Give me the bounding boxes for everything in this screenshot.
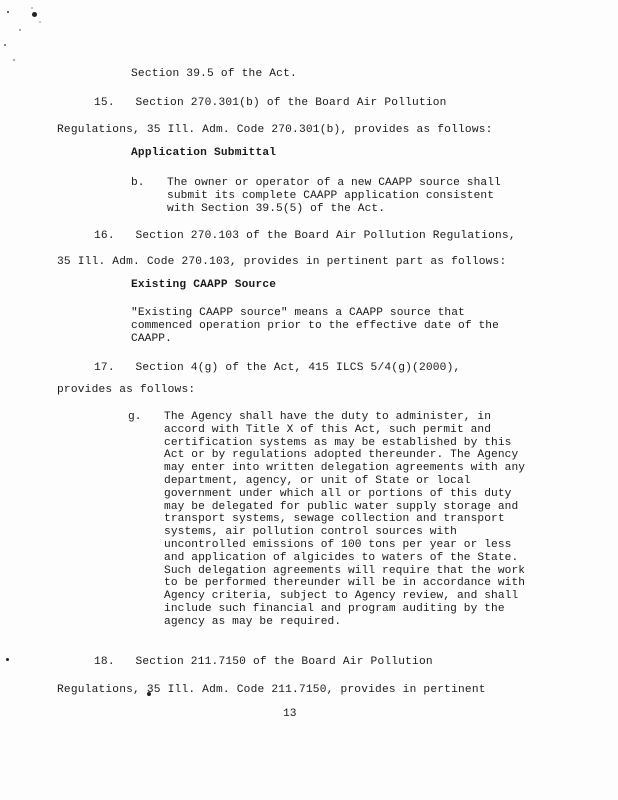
- text-line: Regulations, 35 Ill. Adm. Code 211.7150, provides in pertinent: [57, 684, 486, 696]
- section-heading: Application Submittal: [131, 147, 277, 159]
- quoted-paragraph: The Agency shall have the duty to administer, in accord with Title X of this Act, such permit and certification systems as may be established by this Act or by regulations adopted thereunder. The Agency may enter into written delegation agreements with any department, agency, or unit of State or local government under which all or portions of this duty may be delegated for public water supply storage and transport systems, sewage collection and transport systems, air pollution control sources with uncontrolled emissions of 100 tons per year or less and application of algicides to waters of the State. Such delegation agreements will require that the work to be performed thereunder will be in accordance with Agency criteria, subject to Agency review, and shall include such financial and program auditing by the agency as may be required.: [164, 411, 526, 628]
- page-number: 13: [283, 708, 297, 720]
- scan-speck: [32, 12, 37, 17]
- scan-speck: [6, 658, 9, 661]
- text-line: 17. Section 4(g) of the Act, 415 ILCS 5/4(g)(2000),: [94, 362, 461, 374]
- text-line: 35 Ill. Adm. Code 270.103, provides in pertinent part as follows:: [57, 256, 507, 268]
- scan-noise: [0, 0, 60, 70]
- quoted-paragraph: The owner or operator of a new CAAPP source shall submit its complete CAAPP application consistent with Section 39.5(5) of the Act.: [167, 177, 501, 215]
- section-heading: Existing CAAPP Source: [131, 279, 277, 291]
- text-line: 16. Section 270.103 of the Board Air Pollution Regulations,: [94, 230, 516, 242]
- text-line: 18. Section 211.7150 of the Board Air Pollution: [94, 656, 433, 668]
- list-label: g.: [128, 411, 142, 423]
- text-line: Section 39.5 of the Act.: [131, 68, 297, 80]
- list-label: b.: [131, 177, 145, 189]
- text-line: Regulations, 35 Ill. Adm. Code 270.301(b), provides as follows:: [57, 124, 493, 136]
- text-line: 15. Section 270.301(b) of the Board Air Pollution: [94, 97, 447, 109]
- text-line: provides as follows:: [57, 384, 196, 396]
- definition-paragraph: "Existing CAAPP source" means a CAAPP source that commenced operation prior to the effective date of the CAAPP.: [131, 307, 499, 345]
